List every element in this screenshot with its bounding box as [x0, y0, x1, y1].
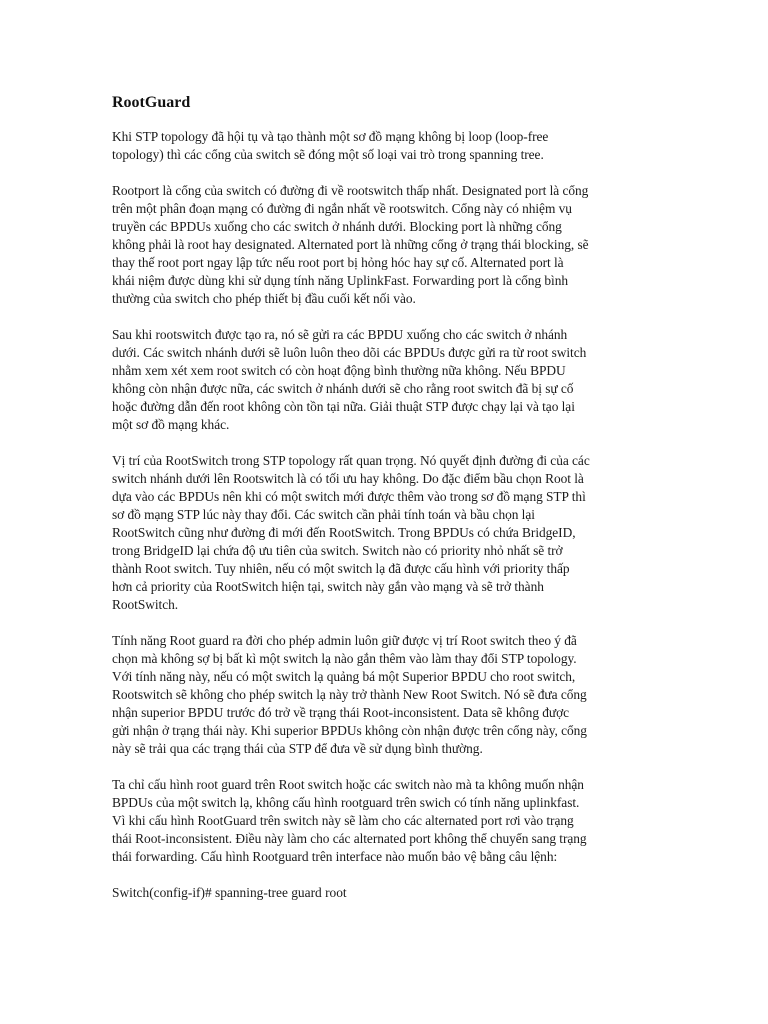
paragraph-line: BPDUs của một switch lạ, không cấu hình rootguard trên swich có tính năng uplinkfast.	[112, 795, 580, 810]
paragraph-line: dưới. Các switch nhánh dưới sẽ luôn luôn theo dõi các BPDUs được gửi ra từ root switch	[112, 345, 587, 360]
paragraph	[112, 452, 658, 614]
paragraph-line: topology) thì các cổng của switch sẽ đóng một số loại vai trò trong spanning tree.	[112, 147, 544, 162]
paragraph-line: trong BridgeID lại chứa độ ưu tiên của switch. Switch nào có priority nhỏ nhất sẽ trở	[112, 543, 563, 558]
paragraph-line: truyền các BPDUs xuống cho các switch ở nhánh dưới. Blocking port là những cổng	[112, 219, 562, 234]
paragraph-line: RootSwitch cũng như đường đi mới đến RootSwitch. Trong BPDUs có chứa BridgeID,	[112, 525, 576, 540]
paragraph-line: Vị trí của RootSwitch trong STP topology rất quan trọng. Nó quyết định đường đi của các	[112, 453, 590, 468]
paragraph-line: thái forwarding. Cấu hình Rootguard trên interface nào muốn bảo vệ bằng câu lệnh:	[112, 849, 558, 864]
paragraph	[112, 776, 658, 866]
paragraph-line: RootSwitch.	[112, 597, 179, 612]
paragraph-line: khái niệm được dùng khi sử dụng tính năng UplinkFast. Forwarding port là cổng bình	[112, 273, 568, 288]
paragraph-line: không phải là root hay designated. Alternated port là những cổng ở trạng thái blocking, sẽ	[112, 237, 589, 252]
paragraph-line: Vì khi cấu hình RootGuard trên switch này sẽ làm cho các alternated port rơi vào trạng	[112, 813, 574, 828]
paragraph-line: Khi STP topology đã hội tụ và tạo thành một sơ đồ mạng không bị loop (loop-free	[112, 129, 549, 144]
paragraph-line: một sơ đồ mạng khác.	[112, 417, 230, 432]
paragraph-line: sơ đồ mạng STP lúc này thay đổi. Các switch cần phải tính toán và bầu chọn lại	[112, 507, 535, 522]
paragraph-line: không còn nhận được nữa, các switch ở nhánh dưới sẽ cho rằng root switch đã bị sự cố	[112, 381, 574, 396]
paragraph-line: Rootport là cổng của switch có đường đi về rootswitch thấp nhất. Designated port là cổng	[112, 183, 589, 198]
paragraph	[112, 128, 658, 164]
cli-command: Switch(config-if)# spanning-tree guard root	[112, 885, 347, 900]
paragraph-line: này sẽ trải qua các trạng thái của STP để đưa về sử dụng bình thường.	[112, 741, 483, 756]
paragraph-line: trên một phân đoạn mạng có đường đi ngắn nhất về rootswitch. Cổng này có nhiệm vụ	[112, 201, 572, 216]
paragraph-line: hơn cả priority của RootSwitch hiện tại, switch này gắn vào mạng và sẽ trở thành	[112, 579, 544, 594]
document-title: RootGuard	[112, 94, 191, 111]
paragraph-line: Với tính năng này, nếu có một switch lạ quảng bá một Superior BPDU cho root switch,	[112, 669, 576, 684]
paragraph	[112, 182, 658, 308]
paragraph-line: switch nhánh dưới lên Rootswitch là có tối ưu hay không. Do đặc điểm bầu chọn Root là	[112, 471, 584, 486]
paragraph-line: gửi nhận ở trạng thái này. Khi superior BPDUs không còn nhận được trên cổng này, cổng	[112, 723, 587, 738]
paragraph-line: chọn mà không sợ bị bất kì một switch lạ nào gắn thêm vào làm thay đổi STP topology.	[112, 651, 577, 666]
paragraph-line: Sau khi rootswitch được tạo ra, nó sẽ gửi ra các BPDU xuống cho các switch ở nhánh	[112, 327, 568, 342]
document-page	[112, 92, 658, 902]
paragraph-line: thái Root-inconsistent. Điều này làm cho các alternated port không thể chuyển sang trạng	[112, 831, 587, 846]
paragraph-line: thay thế root port ngay lập tức nếu root port bị hỏng hóc hay sự cố. Alternated port là	[112, 255, 564, 270]
paragraph-line: thường của switch cho phép thiết bị đầu cuối kết nối vào.	[112, 291, 416, 306]
paragraph	[112, 632, 658, 758]
paragraph-line: Ta chỉ cấu hình root guard trên Root switch hoặc các switch nào mà ta không muốn nhận	[112, 777, 584, 792]
paragraph-line: Rootswitch sẽ không cho phép switch lạ này trở thành New Root Switch. Nó sẽ đưa cổng	[112, 687, 587, 702]
paragraph-line: hoặc đường dẫn đến root không còn tồn tại nữa. Giải thuật STP được chạy lại và tạo lại	[112, 399, 575, 414]
paragraph-line: dựa vào các BPDUs nên khi có một switch mới được thêm vào trong sơ đồ mạng STP thì	[112, 489, 586, 504]
document-body	[112, 128, 658, 866]
paragraph-line: nhằm xem xét xem root switch có còn hoạt động bình thường nữa không. Nếu BPDU	[112, 363, 566, 378]
paragraph	[112, 326, 658, 434]
paragraph-line: Tính năng Root guard ra đời cho phép admin luôn giữ được vị trí Root switch theo ý đã	[112, 633, 577, 648]
paragraph-line: nhận superior BPDU trước đó trở về trạng thái Root-inconsistent. Data sẽ không được	[112, 705, 570, 720]
paragraph-line: thành Root switch. Tuy nhiên, nếu có một switch lạ đã được cấu hình với priority thấp	[112, 561, 570, 576]
